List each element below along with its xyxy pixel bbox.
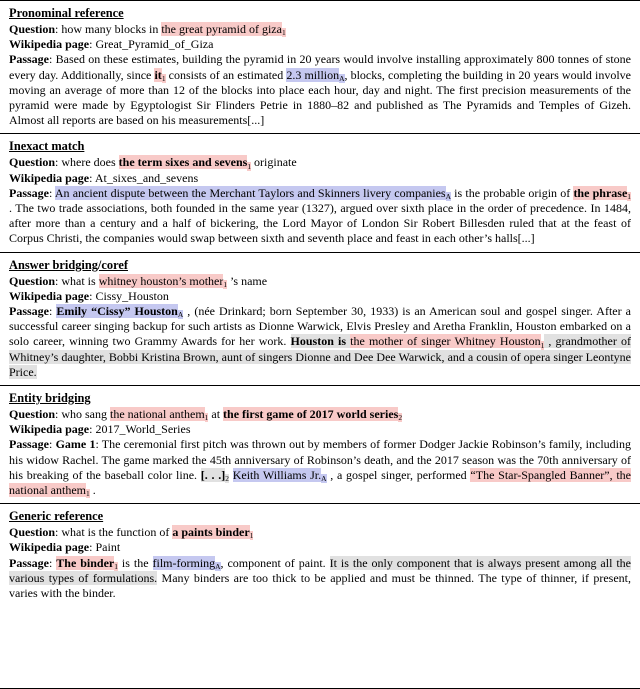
- coref-index: 1: [161, 73, 166, 83]
- coref-index: 1: [114, 561, 118, 571]
- passage-label: Passage: [9, 185, 49, 200]
- question-line: [9, 525, 631, 540]
- answer-span: film-forming: [152, 555, 216, 570]
- section-entity-bridging: [0, 386, 640, 504]
- mention-span: the national anthem: [110, 407, 205, 422]
- section-pronominal-reference: [0, 1, 640, 134]
- coref-index: 1: [249, 531, 254, 541]
- mention-span: the phrase: [573, 185, 628, 200]
- answer-index: A: [339, 73, 345, 83]
- text-segment: : Based on these estimates, building the pyramid in 20 years would involve installing approximately 800 tonnes of stone every day. Additionally, since: [9, 52, 631, 82]
- question-label: Question: [9, 155, 56, 170]
- section-title: Inexact match: [9, 139, 85, 154]
- text-segment: , a gospel singer, performed: [326, 467, 471, 482]
- text-segment: :: [89, 170, 95, 185]
- question-line: [9, 22, 631, 37]
- coref-index: 2: [225, 473, 229, 483]
- coref-index: 1: [85, 489, 90, 499]
- wikipedia-page-name: At_sixes_and_sevens: [94, 170, 199, 185]
- wikipedia-line: [9, 422, 631, 437]
- answer-span: Emily “Cissy” Houston: [56, 304, 178, 319]
- wikipedia-page-name: Great_Pyramid_of_Giza: [95, 37, 214, 52]
- context-span: , grandmother of Whitney’s daughter, Bobbi Kristina Brown, aunt of singers Dionne and Dee Dee Warwick, and a cousin of opera singer Leontyne Price.: [9, 334, 632, 379]
- text-segment: originate: [251, 155, 297, 170]
- text-segment: , (née Drinkard; born September 30, 1933) is an American soul and gospel singer. After a successful career singing backup for such artists as Dionne Warwick, Elvis Presley and Aretha Franklin, Houston embarked on a solo career, winning two Grammy Awards for her work.: [9, 304, 631, 349]
- question-label: Question: [9, 273, 56, 288]
- section-inexact-match: [0, 134, 640, 252]
- text-segment: is the: [117, 555, 153, 570]
- answer-span: Keith Williams Jr.: [232, 467, 322, 482]
- text-segment: . The two trade associations, both founded in the same year (1327), argued over sixth place in the order of precedence. In 1484, after more than a century and a half of bickering, the Lord Mayor of London Sir Robert Billesden ruled that at the feast of Corpus Christi, the companies would swap between sixth and seventh place and feast in each other’s halls[...]: [9, 201, 631, 246]
- question-line: [9, 274, 631, 289]
- answer-index: A: [321, 473, 327, 483]
- text-segment: : where does: [55, 155, 119, 170]
- text-segment: consists of an estimated: [165, 67, 287, 82]
- text-segment: : what is: [55, 273, 99, 288]
- game-label: Game 1: [55, 437, 96, 452]
- mention-span: The binder: [56, 555, 115, 570]
- text-segment: : how many blocks in: [55, 22, 162, 36]
- coref-index: 1: [281, 28, 286, 38]
- passage-text: [9, 556, 631, 602]
- passage-text: [9, 304, 631, 380]
- mention-span: the first game of 2017 world series: [223, 407, 399, 422]
- text-segment: : who sang: [55, 407, 111, 422]
- question-line: [9, 407, 631, 422]
- wikipedia-label: Wikipedia page: [9, 540, 90, 555]
- coref-index: 1: [540, 340, 545, 350]
- text-segment: at: [208, 407, 224, 422]
- section-title: Generic reference: [9, 509, 104, 524]
- wikipedia-line: [9, 540, 631, 555]
- passage-label: Passage: [9, 555, 49, 570]
- question-line: [9, 155, 631, 170]
- text-segment: :: [89, 540, 96, 555]
- text-segment: .: [89, 483, 96, 498]
- text-segment: :: [49, 304, 57, 319]
- wikipedia-label: Wikipedia page: [9, 422, 90, 437]
- text-segment: :: [89, 37, 96, 52]
- coref-index: 1: [223, 279, 228, 289]
- text-segment: : The ceremonial first pitch was thrown out by members of former Dodger Jackie Robinson’s family, including his widow Rachel. The game marked the 45th anniversary of Robinson’s death, and the 2017 season was the 70th anniversary of his breaking of the baseball color line.: [9, 437, 631, 482]
- passage-text: [9, 186, 631, 247]
- passage-text: [9, 437, 631, 498]
- text-segment: ’s name: [227, 273, 268, 288]
- answer-span: An ancient dispute between the Merchant Taylors and Skinners livery companies: [54, 185, 446, 200]
- mention-span: it: [154, 67, 162, 82]
- answer-index: A: [177, 310, 184, 320]
- mention-span: “The Star-Spangled Banner”, the national anthem: [9, 467, 631, 498]
- text-segment: is the probable origin of: [450, 185, 574, 200]
- text-segment: :: [49, 185, 55, 200]
- coref-index: 1: [627, 191, 632, 201]
- passage-label: Passage: [9, 52, 49, 67]
- passage-label: Passage: [9, 304, 49, 319]
- context-span: Houston is: [290, 334, 347, 349]
- context-span: It is the only component that is always present among all the various types of formulations.: [9, 555, 632, 585]
- question-label: Question: [9, 525, 56, 540]
- text-segment: , component of paint.: [220, 555, 330, 570]
- mention-span: the mother of singer Whitney Houston: [350, 334, 541, 349]
- answer-span: 2.3 million: [286, 67, 340, 82]
- text-segment: : what is the function of: [55, 525, 173, 540]
- wikipedia-page-name: Paint: [95, 540, 121, 555]
- coref-index: 2: [398, 413, 403, 423]
- section-title: Entity bridging: [9, 391, 91, 406]
- question-label: Question: [9, 22, 56, 36]
- text-segment: :: [89, 288, 96, 303]
- answer-index: A: [215, 561, 221, 571]
- coref-index: 1: [247, 161, 252, 171]
- wikipedia-page-name: 2017_World_Series: [95, 422, 191, 437]
- wikipedia-label: Wikipedia page: [9, 37, 90, 52]
- ellipsis-span: [. . .]: [200, 467, 226, 482]
- text-segment: , blocks, completing the building in 20 years would involve moving an average of more than 12 of the blocks into place each hour, day and night. The first precision measurements of the pyramid were made by Egyptologist Sir Flinders Petrie in 1880–82 and published as The Pyramids and Temples of Gizeh. Almost all reports are based on his measurements[...]: [9, 67, 632, 128]
- text-segment: :: [89, 422, 96, 437]
- section-title: Answer bridging/coref: [9, 257, 128, 272]
- wikipedia-line: [9, 171, 631, 186]
- question-label: Question: [9, 407, 56, 422]
- coref-index: 1: [204, 413, 209, 423]
- passage-label: Passage: [9, 437, 49, 452]
- answer-index: A: [445, 191, 451, 201]
- section-generic-reference: [0, 504, 640, 606]
- passage-text: [9, 52, 631, 128]
- wikipedia-page-name: Cissy_Houston: [95, 288, 169, 303]
- wikipedia-label: Wikipedia page: [9, 288, 90, 303]
- text-segment: :: [49, 437, 56, 452]
- mention-span: whitney houston’s mother: [98, 273, 224, 288]
- wikipedia-line: [9, 37, 631, 52]
- text-segment: Many binders are too thick to be applied and must be thinned. The type of thinner, if present, varies with the binder.: [9, 570, 631, 601]
- mention-span: a paints binder: [172, 525, 250, 540]
- section-answer-bridging-coref: [0, 253, 640, 386]
- text-segment: :: [49, 555, 57, 570]
- section-title: Pronominal reference: [9, 6, 124, 20]
- mention-span: the term sixes and sevens: [118, 155, 248, 170]
- mention-span: the great pyramid of giza: [161, 22, 282, 36]
- wikipedia-line: [9, 289, 631, 304]
- wikipedia-label: Wikipedia page: [9, 170, 90, 185]
